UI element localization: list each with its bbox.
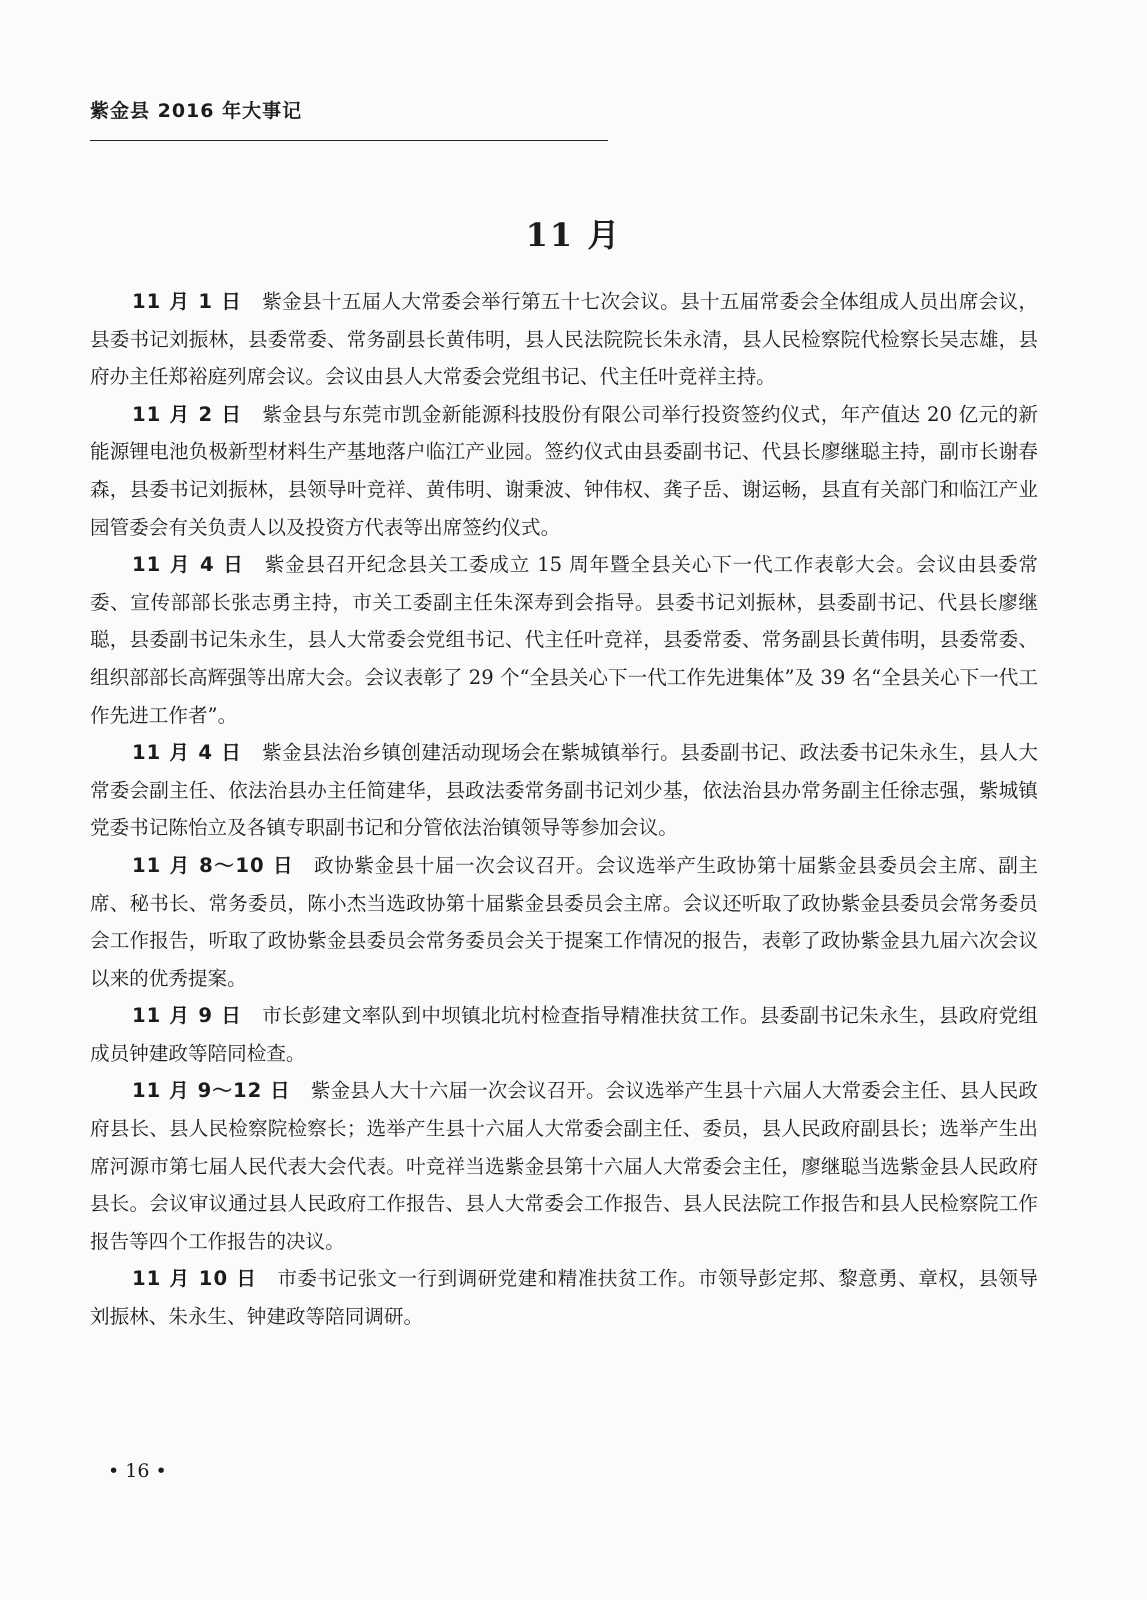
entry-date: 11 月 10 日 — [132, 1267, 258, 1291]
entry-text: 紫金县人大十六届一次会议召开。会议选举产生县十六届人大常委会主任、县人民政府县长、县人民检察院检察长；选举产生县十六届人大常委会副主任、委员，县人民政府副县长；选举产生出席河源市第七届人民代表大会代表。叶竞祥当选紫金县第十六届人大常委会主任，廖继聪当选紫金县人民政府县长。会议审议通过县人民政府工作报告、县人大常委会工作报告、县人民法院工作报告和县人民检察院工作报告等四个工作报告的决议。 — [90, 1079, 1038, 1253]
chronicle-entries — [90, 283, 1038, 1336]
entry-date: 11 月 4 日 — [132, 741, 243, 765]
entry-date: 11 月 4 日 — [132, 553, 245, 577]
entry-nov-1 — [90, 283, 1038, 396]
entry-text: 紫金县与东莞市凯金新能源科技股份有限公司举行投资签约仪式，年产值达 20 亿元的新能源锂电池负极新型材料生产基地落户临江产业园。签约仪式由县委副书记、代县长廖继聪主持，副市长谢春森，县委书记刘振林，县领导叶竞祥、黄伟明、谢秉波、钟伟权、龚子岳、谢运畅，县直有关部门和临江产业园管委会有关负责人以及投资方代表等出席签约仪式。 — [90, 402, 1038, 539]
entry-text: 政协紫金县十届一次会议召开。会议选举产生政协第十届紫金县委员会主席、副主席、秘书长、常务委员，陈小杰当选政协第十届紫金县委员会主席。会议还听取了政协紫金县委员会常务委员会工作报告，听取了政协紫金县委员会常务委员会关于提案工作情况的报告，表彰了政协紫金县九届六次会议以来的优秀提案。 — [90, 853, 1039, 990]
entry-date: 11 月 2 日 — [132, 402, 243, 426]
entry-nov-9-12 — [90, 1072, 1038, 1260]
entry-date: 11 月 9 日 — [132, 1004, 243, 1028]
section-title: 11 月 — [525, 216, 622, 254]
entry-text: 紫金县法治乡镇创建活动现场会在紫城镇举行。县委副书记、政法委书记朱永生，县人大常委会副主任、依法治县办主任简建华，县政法委常务副书记刘少基，依法治县办常务副主任徐志强，紫城镇党委书记陈怡立及各镇专职副书记和分管依法治镇领导等参加会议。 — [90, 741, 1039, 840]
entry-text: 市委书记张文一行到调研党建和精准扶贫工作。市领导彭定邦、黎意勇、章权，县领导刘振林、朱永生、钟建政等陪同调研。 — [90, 1267, 1038, 1329]
entry-nov-9 — [90, 997, 1038, 1072]
entry-nov-2 — [90, 396, 1038, 546]
entry-text: 紫金县召开纪念县关工委成立 15 周年暨全县关心下一代工作表彰大会。会议由县委常委、宣传部部长张志勇主持，市关工委副主任朱深寿到会指导。县委书记刘振林，县委副书记、代县长廖继聪，县委副书记朱永生，县人大常委会党组书记、代主任叶竞祥，县委常委、常务副县长黄伟明，县委常委、组织部部长高辉强等出席大会。会议表彰了 29 个“全县关心下一代工作先进集体”及 39 名“全县关心下一代工作先进工作者”。 — [90, 553, 1038, 727]
entry-text: 紫金县十五届人大常委会举行第五十七次会议。县十五届常委会全体组成人员出席会议，县委书记刘振林，县委常委、常务副县长黄伟明，县人民法院院长朱永清，县人民检察院代检察长吴志雄，县府办主任郑裕庭列席会议。会议由县人大常委会党组书记、代主任叶竞祥主持。 — [90, 290, 1039, 389]
page-number: • 16 • — [108, 1460, 167, 1482]
entry-nov-4-a — [90, 546, 1038, 734]
entry-nov-8-10 — [90, 847, 1038, 997]
entry-nov-4-b — [90, 734, 1038, 847]
entry-date: 11 月 8～10 日 — [132, 853, 295, 877]
header-rule — [90, 140, 608, 141]
running-header: 紫金县 2016 年大事记 — [90, 100, 303, 122]
entry-date: 11 月 9～12 日 — [132, 1079, 291, 1103]
entry-nov-10 — [90, 1260, 1038, 1335]
entry-date: 11 月 1 日 — [132, 290, 243, 313]
entry-text: 市长彭建文率队到中坝镇北坑村检查指导精准扶贫工作。县委副书记朱永生，县政府党组成员钟建政等陪同检查。 — [90, 1004, 1039, 1065]
